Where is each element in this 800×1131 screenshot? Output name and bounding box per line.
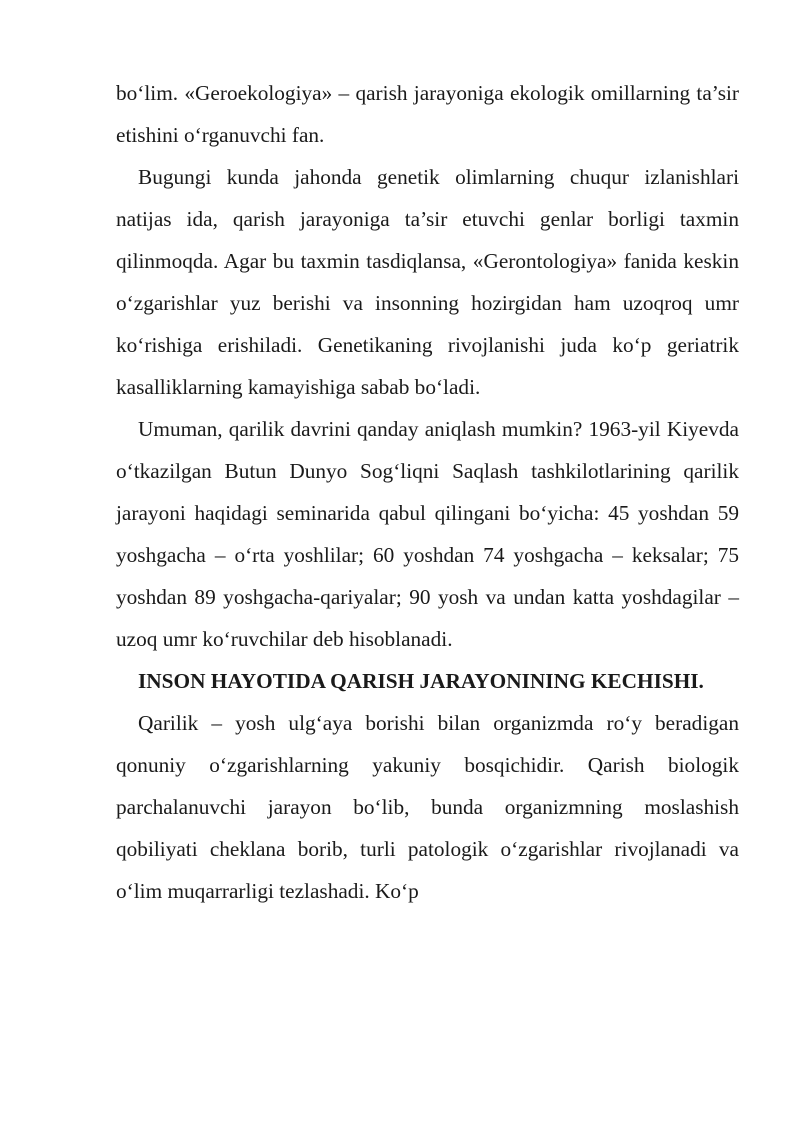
paragraph-age-classification: Umuman, qarilik davrini qanday aniqlash mumkin? 1963-yil Kiyevda o‘tkazilgan Butun Dunyo Sog‘liqni Saqlash tashkilotlarining qarilik jarayoni haqidagi seminarida qabul qilingani bo‘yicha: 45 yoshdan 59 yoshgacha – o‘rta yoshlilar; 60 yoshdan 74 yoshgacha – keksalar; 75 yoshdan 89 yoshgacha-qariyalar; 90 yosh va undan katta yoshdagilar – uzoq umr ko‘ruvchilar deb hisoblanadi.: [116, 417, 739, 651]
body-text: [116, 72, 739, 912]
paragraph-geroekologiya: bo‘lim. «Geroekologiya» – qarish jarayoniga ekologik omillarning ta’sir etishini o‘rganuvchi fan.: [116, 81, 739, 147]
paragraph-qarilik: Qarilik – yosh ulg‘aya borishi bilan organizmda ro‘y beradigan qonuniy o‘zgarishlarning yakuniy bosqichidir. Qarish biologik parchalanuvchi jarayon bo‘lib, bunda organizmning moslashish qobiliyati cheklana borib, turli patologik o‘zgarishlar rivojlanadi va o‘lim muqarrarligi tezlashadi. Ko‘p: [116, 711, 739, 903]
paragraph-genetics: Bugungi kunda jahonda genetik olimlarning chuqur izlanishlari natijas ida, qarish jarayoniga ta’sir etuvchi genlar borligi taxmin qilinmoqda. Agar bu taxmin tasdiqlansa, «Gerontologiya» fanida keskin o‘zgarishlar yuz berishi va insonning hozirgidan ham uzoqroq umr ko‘rishiga erishiladi. Genetikaning rivojlanishi juda ko‘p geriatrik kasalliklarning kamayishiga sabab bo‘ladi.: [116, 165, 739, 399]
section-heading: INSON HAYOTIDA QARISH JARAYONINING KECHISHI.: [138, 669, 704, 693]
